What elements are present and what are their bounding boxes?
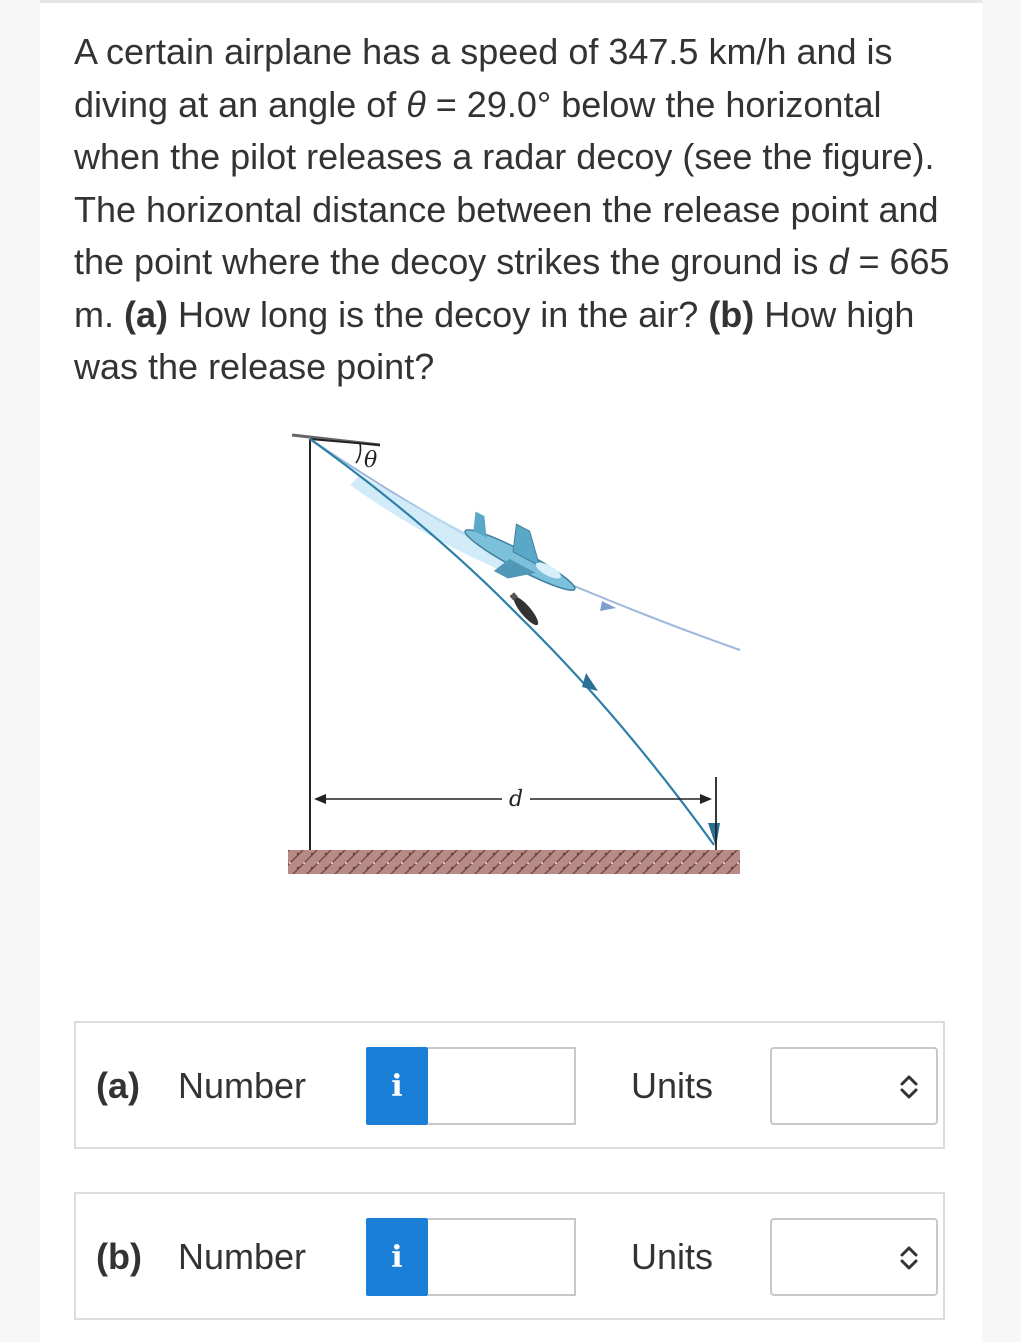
- units-select-a[interactable]: [770, 1047, 938, 1125]
- decoy-arrow: [582, 673, 598, 691]
- part-a-label: (a): [96, 1065, 140, 1106]
- top-divider: [40, 0, 982, 3]
- units-select-b[interactable]: [770, 1218, 938, 1296]
- answer-row-b: [74, 1192, 945, 1320]
- question-text: A certain airplane has a speed of 347.5 km/h and is diving at an angle of θ = 29.0° below the horizontal when the pilot releases a radar decoy (see the figure). The horizontal distance between the release point and the point where the decoy strikes the ground is d = 665 m. (a) How long is the decoy in the air? (b) How high was the release point?: [74, 31, 950, 387]
- figure-diagram: [280, 425, 750, 885]
- info-icon: i: [391, 1239, 403, 1275]
- theta-label: θ: [364, 448, 378, 473]
- number-label-b: Number: [178, 1236, 307, 1277]
- answer-row-a: [74, 1021, 945, 1149]
- part-b-label: (b): [96, 1236, 142, 1277]
- chevron-up-down-icon: [898, 1073, 920, 1101]
- info-icon: i: [391, 1068, 403, 1104]
- info-button-a[interactable]: [366, 1047, 428, 1125]
- chevron-up-down-icon: [898, 1244, 920, 1272]
- number-label-a: Number: [178, 1065, 307, 1106]
- decoy-trajectory: [310, 439, 714, 845]
- number-input-a[interactable]: [428, 1047, 576, 1125]
- units-label-a: Units: [631, 1065, 714, 1106]
- number-input-b[interactable]: [428, 1218, 576, 1296]
- theta-arc: [356, 443, 361, 463]
- units-label-b: Units: [631, 1236, 714, 1277]
- ground: [288, 850, 740, 874]
- d-label: d: [509, 787, 524, 812]
- info-button-b[interactable]: [366, 1218, 428, 1296]
